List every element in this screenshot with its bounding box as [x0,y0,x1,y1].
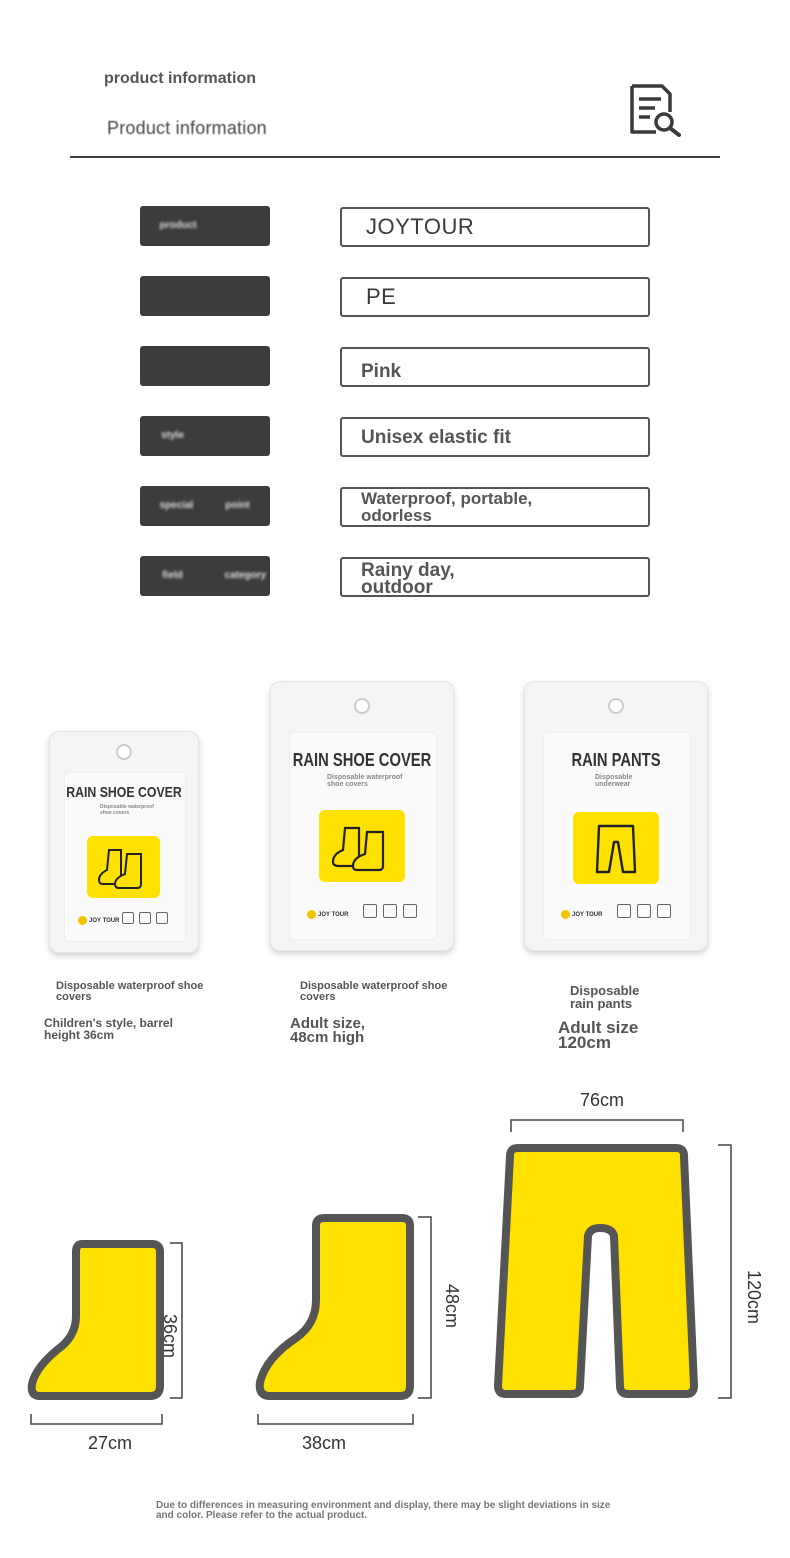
package-icon-tile [573,812,659,884]
waterproof-icon [363,904,377,918]
height-bracket [418,1217,431,1398]
spec-value-text: PE [366,284,397,309]
spec-value-text: Pink [361,360,402,382]
pants-outline [498,1148,694,1394]
spec-label-text: style [161,430,184,441]
brand-text: JOY TOUR [89,918,120,925]
spec-label-text: point [225,500,250,511]
disclaimer-text: Due to differences in measuring environment and display, there may be slight deviations in size and color. Please refer to the actual product. [156,1500,611,1521]
caption-size: Children's style, barrel height 36cm [44,1016,173,1042]
spec-label-text: category [224,570,267,581]
hang-hole [116,744,132,760]
waterproof-icon [617,904,631,918]
adult-boot-outline [260,1218,410,1396]
pants-width: 76cm [580,1090,625,1110]
section-subtitle: Product information [107,118,267,138]
spec-label-text: product [159,220,197,231]
portable-icon [156,912,168,924]
spec-value-feature [340,487,650,527]
spec-value-text: Waterproof, portable, odorless [361,489,533,525]
child-boot-width: 27cm [88,1433,133,1453]
brand-logo [307,910,348,919]
width-bracket [258,1414,413,1424]
adult-boot-height: 48cm [442,1284,462,1329]
spec-label-brand [140,206,270,246]
package-adult-shoe-cover [270,681,454,951]
spec-label-color [140,346,270,386]
spec-label-text: field [162,570,183,581]
package-subtitle: Disposable waterproof shoe covers [100,804,154,816]
spec-value-text: JOYTOUR [366,214,475,239]
package-icon-tile [87,836,160,898]
height-bracket [718,1145,731,1398]
spec-label-scenario [140,556,270,596]
spec-label-text: special [159,500,194,511]
caption-product-name: Disposable rain pants [570,983,640,1011]
pants-icon [573,812,659,884]
header-divider [70,156,720,158]
package-title: RAIN SHOE COVER [66,784,182,801]
spec-value-material [340,277,650,317]
caption-product-name: Disposable waterproof shoe covers [300,980,448,1003]
spec-value-style [340,417,650,457]
brand-logo [561,910,602,919]
document-search-icon [626,82,682,138]
pants-height: 120cm [744,1270,764,1325]
recycle-icon [637,904,651,918]
spec-label-material [140,276,270,316]
spec-value-brand [340,207,650,247]
adult-boot-width: 38cm [302,1433,347,1453]
spec-value-color [340,347,650,387]
package-icon-tile [319,810,405,882]
recycle-icon [383,904,397,918]
child-boot-height: 36cm [160,1314,180,1359]
spec-value-scenario [340,557,650,597]
portable-icon [657,904,671,918]
section-title: product information [104,70,256,87]
child-boot-outline [32,1244,160,1396]
recycle-icon [139,912,151,924]
hang-hole [608,698,624,714]
caption-size: Adult size 120cm [558,1018,639,1052]
brand-text: JOY TOUR [318,912,349,919]
dimension-diagram [0,1080,790,1480]
package-child-shoe-cover [49,731,199,953]
package-title: RAIN SHOE COVER [292,750,432,770]
spec-value-text: Rainy day, outdoor [361,560,455,598]
width-bracket [31,1414,162,1424]
caption-size: Adult size, 48cm high [290,1015,366,1046]
spec-label-feature [140,486,270,526]
package-subtitle: Disposable waterproof shoe covers [327,774,403,788]
package-subtitle: Disposable underwear [595,774,633,788]
waterproof-icon [122,912,134,924]
package-rain-pants [524,681,708,951]
brand-text: JOY TOUR [572,912,603,919]
spec-value-text: Unisex elastic fit [361,426,511,448]
boots-icon [319,810,405,882]
portable-icon [403,904,417,918]
hang-hole [354,698,370,714]
boots-icon [87,836,160,898]
brand-logo [78,916,119,925]
spec-label-style [140,416,270,456]
package-title: RAIN PANTS [571,750,661,770]
width-bracket [511,1120,683,1132]
caption-product-name: Disposable waterproof shoe covers [56,980,204,1003]
